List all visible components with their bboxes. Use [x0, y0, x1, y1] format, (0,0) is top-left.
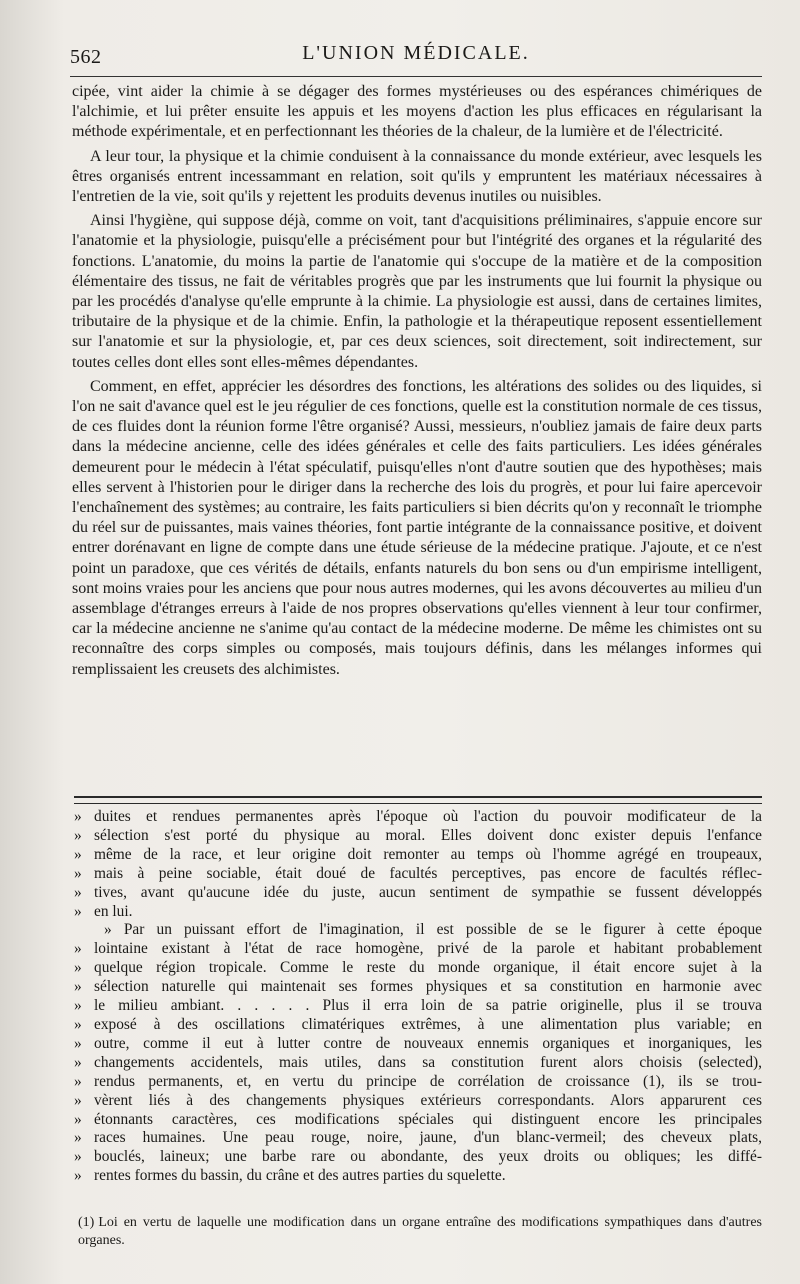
quote-line: » le milieu ambiant. . . . . . Plus il erra loin de sa patrie originelle, plus il se trouva	[74, 997, 762, 1015]
header-rule	[70, 76, 762, 77]
quote-line: » mais à peine sociable, était doué de facultés perceptives, pas encore de facultés réflec-	[74, 864, 762, 882]
quote-mark: »	[74, 808, 82, 825]
quote-mark: »	[74, 1110, 82, 1128]
main-text	[72, 82, 762, 680]
quote-line: » rendus permanents, et, en vertu du principe de corrélation de croissance (1), ils se trou-	[74, 1072, 762, 1090]
quote-mark: »	[74, 978, 82, 996]
paragraph: cipée, vint aider la chimie à se dégager des formes mystérieuses ou des espérances chimériques de l'alchimie, et lui prêter ensuite les appuis et les moyens d'action les plus efficaces en régularisant la méthode expérimentale, et en perfectionnant les théories de la chaleur, de la lumière et de l'électricité.	[72, 83, 762, 141]
quote-mark: »	[74, 1129, 82, 1147]
quote-mark: »	[74, 883, 82, 901]
quote-line: » même de la race, et leur origine doit remonter au temps où l'homme agrégé en troupeaux,	[74, 845, 762, 863]
quote-line: » quelque région tropicale. Comme le reste du monde organique, il était encore sujet à la	[74, 959, 762, 977]
quote-line: » vèrent liés à des changements physiques extérieurs correspondants. Alors apparurent ces	[74, 1091, 762, 1109]
quote-mark: »	[74, 1053, 82, 1071]
quote-mark: »	[74, 1167, 82, 1185]
quote-mark: »	[74, 1091, 82, 1109]
paragraph: Comment, en effet, apprécier les désordres des fonctions, les altérations des solides ou des liquides, si l'on ne sait d'avance quel est le jeu régulier de ces fonctions, quelle est la constitution normale de ces tissus, de ces fluides dont la réunion forme l'être organisé? Aussi, messieurs, n'oubliez jamais de faire deux parts dans la médecine ancienne, celle des idées générales et celle des faits particuliers. Les idées générales demeurent pour le médecin à l'état spéculatif, puisqu'elles n'ont d'autre soutien que des hypothèses; mais elles servent à l'historien pour le diriger dans la recherche des lois du progrès, et pour lui faire apercevoir l'enchaînement des systèmes; au contraire, les faits particuliers si bien décrits qu'on y reconnaît le triomphe du réel sur de puissantes, mais vaines théories, font partie intégrante de la connaissance positive, et doivent entrer dorénavant en ligne de compte dans une étude sérieuse de la médecine pratique. J'ajoute, et ce n'est point un paradoxe, que ces vérités de détails, enfants naturels du bon sens ou d'un empirisme intelligent, sont moins vraies pour les anciens que pour nous autres modernes, qui les avons découvertes au milieu d'un assemblage d'étranges erreurs à l'aide de nos propres observations qu'elles viennent à leur tour confirmer, car la médecine ancienne ne s'anime qu'au contact de la médecine moderne. De même les chimistes ont su reconnaître des corps simples ou composés, mais toujours définis, dans les mélanges informes qui remplissaient les creusets des alchimistes.	[72, 377, 762, 678]
quote-mark: »	[74, 959, 82, 977]
quote-mark: »	[74, 902, 82, 920]
quote-mark: »	[74, 1015, 82, 1033]
quote-line: » en lui.	[74, 902, 133, 920]
quote-line: » outre, comme il eut à lutter contre de nouveaux ennemis organiques et inorganiques, les	[74, 1034, 762, 1052]
quote-line: » races humaines. Une peau rouge, noire, jaune, d'un blanc-vermeil; des cheveux plats,	[74, 1129, 762, 1147]
quote-mark: »	[74, 997, 82, 1015]
quote-line: » Par un puissant effort de l'imagination, il est possible de se le figurer à cette époque	[104, 921, 762, 939]
footnote	[78, 1214, 762, 1249]
quote-line: » sélection naturelle qui maintenait ses formes physiques et sa constitution en harmonie avec	[74, 978, 762, 996]
running-title: L'UNION MÉDICALE.	[302, 42, 530, 64]
quote-line: » bouclés, laineux; une barbe rare ou abondante, des yeux droits ou obliques; les diffé-	[74, 1148, 762, 1166]
page-header	[70, 36, 762, 66]
footnote-mark: (1)	[78, 1215, 95, 1230]
quote-line: » exposé à des oscillations climatériques extrêmes, à une alimentation plus variable; en	[74, 1015, 762, 1033]
quote-line: » tives, avant qu'aucune idée du juste, aucun sentiment de sympathie se fussent développés	[74, 883, 762, 901]
quote-line: » changements accidentels, mais utiles, dans sa constitution furent alors choisis (selected),	[74, 1053, 762, 1071]
quote-mark: »	[74, 1148, 82, 1166]
paragraph: Ainsi l'hygiène, qui suppose déjà, comme on voit, tant d'acquisitions préliminaires, s'appuie encore sur l'anatomie et la physiologie, puisqu'elle a précisément pour but l'intégrité des organes et la régularité des fonctions. L'anatomie, du moins la partie de l'anatomie qui s'occupe de la matière et de la composition élémentaire des tissus, ne fait de véritables progrès que par les instruments que lui fournit la physique ou par les procédés d'analyse qu'elle emprunte à la chimie. La physiologie est aussi, dans de certaines limites, tributaire de la physique et de la chimie. Enfin, la pathologie et la thérapeutique reposent essentiellement sur l'anatomie et sur la physiologie, et, par ces deux sciences, soit directement, soit indirectement, sur toutes celles dont elles sont elles-mêmes dépendantes.	[72, 212, 762, 371]
paragraph: A leur tour, la physique et la chimie conduisent à la connaissance du monde extérieur, avec lesquels les êtres organisés entrent incessammant en relation, soit qu'ils y empruntent les matériaux nécessaires à l'entretien de la vie, soit qu'ils y rejettent les produits devenus inutiles ou nuisibles.	[72, 147, 762, 206]
quote-line: » étonnants caractères, ces modifications spéciales qui distinguent encore les principales	[74, 1110, 762, 1128]
quote-line: » duites et rendues permanentes après l'époque où l'action du pouvoir modificateur de la	[74, 808, 762, 825]
quote-mark: »	[74, 826, 82, 844]
footnote-text: Loi en vertu de laquelle une modification dans un organe entraîne des modifications sympathiques dans d'autres organes.	[78, 1215, 762, 1248]
quote-line: » lointaine existant à l'état de race homogène, privé de la parole et habitant probablement	[74, 940, 762, 958]
quote-mark: »	[74, 845, 82, 863]
quote-mark: »	[74, 940, 82, 958]
quote-mark: »	[74, 1072, 82, 1090]
quote-mark: »	[74, 1034, 82, 1052]
quote-mark: »	[74, 864, 82, 882]
quotation-block	[74, 808, 762, 1186]
page-number: 562	[70, 46, 102, 68]
quote-line: » rentes formes du bassin, du crâne et des autres parties du squelette.	[74, 1167, 506, 1185]
quote-line: » sélection s'est porté du physique au moral. Elles doivent donc exister depuis l'enfance	[74, 826, 762, 844]
section-divider	[74, 796, 762, 804]
